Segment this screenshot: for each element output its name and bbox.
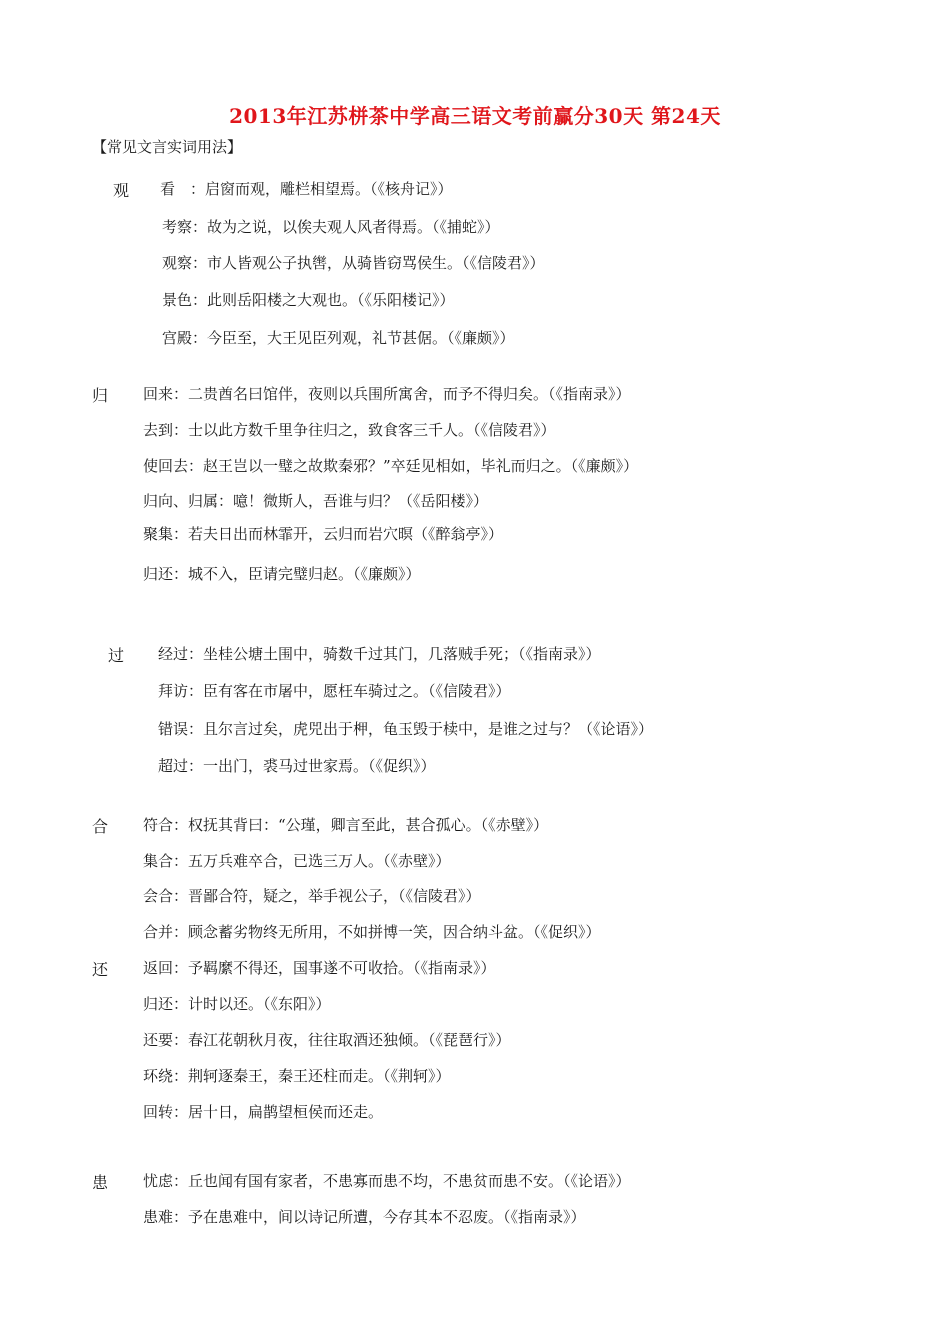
usage-sense: 宫殿： bbox=[162, 329, 208, 347]
usage-example: 今臣至，大王见臣列观，礼节甚倨。（《廉颇》） bbox=[207, 329, 515, 347]
usage-line bbox=[143, 921, 601, 942]
usage-example: 噫！微斯人，吾谁与归？（《岳阳楼》） bbox=[233, 492, 489, 510]
usage-sense: 景色： bbox=[162, 291, 208, 309]
usage-line bbox=[162, 327, 515, 348]
usage-example: 一出门，裘马过世家焉。（《促织》） bbox=[203, 757, 436, 775]
usage-example: 予在患难中，间以诗记所遭，今存其本不忍废。（《指南录》） bbox=[188, 1208, 586, 1226]
usage-example: 若夫日出而林霏开，云归而岩穴暝（《醉翁亭》） bbox=[188, 525, 504, 543]
usage-sense: 聚集： bbox=[143, 525, 189, 543]
section-label: 【常见文言实词用法】 bbox=[92, 138, 243, 156]
usage-sense: 返回： bbox=[143, 959, 189, 977]
usage-line bbox=[143, 419, 556, 440]
usage-line bbox=[143, 455, 638, 476]
usage-example: 荆轲逐秦王，秦王还柱而走。（《荆轲》） bbox=[188, 1067, 451, 1085]
usage-sense: 超过： bbox=[158, 757, 204, 775]
usage-line bbox=[158, 718, 653, 739]
usage-example: 予羁縻不得还，国事遂不可收拾。（《指南录》） bbox=[188, 959, 496, 977]
usage-line bbox=[143, 1101, 383, 1122]
usage-example: 顾念蓄劣物终无所用，不如拼博一笑，因合纳斗盆。（《促织》） bbox=[188, 923, 601, 941]
usage-sense: 归还： bbox=[143, 995, 189, 1013]
usage-example: 臣有客在市屠中，愿枉车骑过之。（《信陵君》） bbox=[203, 682, 511, 700]
usage-line bbox=[143, 885, 481, 906]
usage-line bbox=[143, 957, 496, 978]
usage-line bbox=[143, 993, 331, 1014]
usage-sense: 集合： bbox=[143, 852, 189, 870]
usage-line bbox=[162, 252, 545, 273]
usage-example: 计时以还。（《东阳》） bbox=[188, 995, 331, 1013]
head-word: 观 bbox=[113, 181, 130, 200]
usage-example: 赵王岂以一璧之故欺秦邪？”卒廷见相如，毕礼而归之。（《廉颇》） bbox=[203, 457, 639, 475]
usage-line bbox=[158, 680, 511, 701]
usage-line bbox=[143, 563, 421, 584]
usage-example: 启窗而观，雕栏相望焉。（《核舟记》） bbox=[205, 180, 453, 198]
usage-example: 权抚其背曰：“公瑾，卿言至此，甚合孤心。（《赤壁》） bbox=[188, 816, 549, 834]
usage-sense: 归还： bbox=[143, 565, 189, 583]
usage-example: 城不入，臣请完璧归赵。（《廉颇》） bbox=[188, 565, 421, 583]
usage-sense: 回来： bbox=[143, 385, 189, 403]
usage-sense: 看 ： bbox=[160, 180, 206, 198]
usage-example: 春江花朝秋月夜，往往取酒还独倾。（《琵琶行》） bbox=[188, 1031, 511, 1049]
usage-sense: 拜访： bbox=[158, 682, 204, 700]
document-title: 2013年江苏栟茶中学高三语文考前赢分30天 第24天 bbox=[229, 104, 721, 128]
head-word: 患 bbox=[92, 1173, 109, 1192]
usage-line bbox=[162, 216, 500, 237]
usage-sense: 错误： bbox=[158, 720, 204, 738]
usage-sense: 合并： bbox=[143, 923, 189, 941]
usage-line bbox=[158, 755, 436, 776]
usage-sense: 符合： bbox=[143, 816, 189, 834]
usage-line bbox=[143, 1206, 586, 1227]
usage-line bbox=[143, 523, 503, 544]
usage-example: 市人皆观公子执辔，从骑皆窃骂侯生。（《信陵君》） bbox=[207, 254, 545, 272]
usage-sense: 忧虑： bbox=[143, 1172, 189, 1190]
head-word: 归 bbox=[92, 386, 109, 405]
usage-sense: 还要： bbox=[143, 1031, 189, 1049]
usage-line bbox=[143, 850, 451, 871]
usage-sense: 患难： bbox=[143, 1208, 189, 1226]
usage-example: 且尔言过矣，虎兕出于柙，龟玉毁于椟中，是谁之过与？（《论语》） bbox=[203, 720, 654, 738]
usage-sense: 经过： bbox=[158, 645, 204, 663]
usage-example: 坐桂公塘土围中，骑数千过其门，几落贼手死；（《指南录》） bbox=[203, 645, 601, 663]
usage-line bbox=[143, 1065, 451, 1086]
usage-example: 故为之说，以俟夫观人风者得焉。（《捕蛇》） bbox=[207, 218, 500, 236]
usage-sense: 观察： bbox=[162, 254, 208, 272]
head-word: 过 bbox=[108, 646, 125, 665]
usage-sense: 使回去： bbox=[143, 457, 204, 475]
head-word: 还 bbox=[92, 960, 109, 979]
usage-example: 二贵酋名曰馆伴，夜则以兵围所寓舍，而予不得归矣。（《指南录》） bbox=[188, 385, 631, 403]
usage-example: 丘也闻有国有家者，不患寡而患不均，不患贫而患不安。（《论语》） bbox=[188, 1172, 631, 1190]
usage-sense: 考察： bbox=[162, 218, 208, 236]
usage-sense: 去到： bbox=[143, 421, 189, 439]
usage-line bbox=[143, 814, 548, 835]
usage-line bbox=[158, 643, 601, 664]
usage-sense: 归向、归属： bbox=[143, 492, 234, 510]
usage-example: 居十日，扁鹊望桓侯而还走。 bbox=[188, 1103, 384, 1121]
usage-example: 五万兵难卒合，已选三万人。（《赤壁》） bbox=[188, 852, 451, 870]
head-word: 合 bbox=[92, 817, 109, 836]
usage-example: 此则岳阳楼之大观也。（《乐阳楼记》） bbox=[207, 291, 455, 309]
usage-sense: 回转： bbox=[143, 1103, 189, 1121]
usage-line bbox=[160, 178, 453, 199]
usage-sense: 环绕： bbox=[143, 1067, 189, 1085]
usage-line bbox=[143, 490, 488, 511]
usage-line bbox=[162, 289, 455, 310]
usage-line bbox=[143, 383, 631, 404]
usage-sense: 会合： bbox=[143, 887, 189, 905]
usage-line bbox=[143, 1029, 511, 1050]
usage-example: 晋鄙合符，疑之，举手视公子，（《信陵君》） bbox=[188, 887, 481, 905]
usage-line bbox=[143, 1170, 631, 1191]
usage-example: 士以此方数千里争往归之，致食客三千人。（《信陵君》） bbox=[188, 421, 556, 439]
